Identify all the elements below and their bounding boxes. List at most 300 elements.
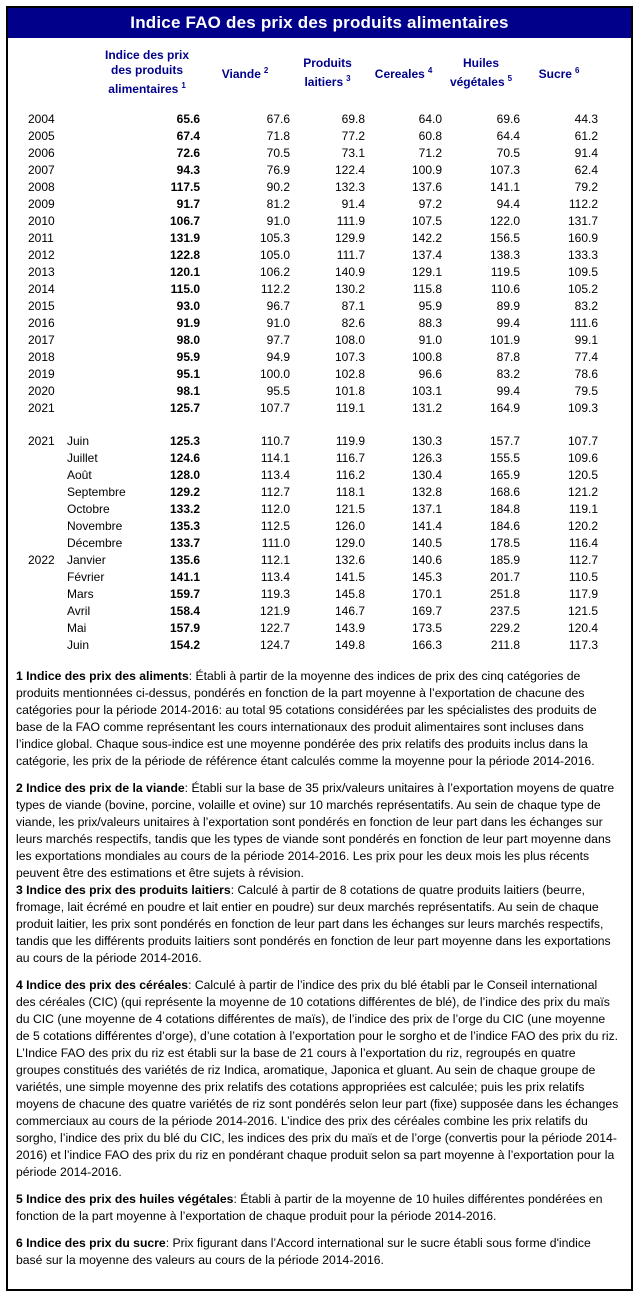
huiles-value-cell: 184.8 bbox=[490, 502, 521, 516]
huiles-value-cell: 141.1 bbox=[490, 180, 521, 194]
footnotes bbox=[8, 654, 631, 1289]
year-cell: 2018 bbox=[28, 350, 55, 364]
table-row bbox=[8, 467, 631, 484]
month-cell bbox=[67, 383, 133, 400]
laitiers-value-cell: 140.9 bbox=[335, 265, 366, 279]
cereales-value-cell: 166.3 bbox=[412, 638, 443, 652]
viande-value-cell: 100.0 bbox=[260, 367, 291, 381]
huiles-value-cell: 99.4 bbox=[496, 316, 521, 330]
table-row bbox=[8, 332, 631, 349]
laitiers-value-cell: 116.2 bbox=[335, 468, 366, 482]
year-cell: 2014 bbox=[28, 282, 55, 296]
sucre-value-cell: 160.9 bbox=[568, 231, 599, 245]
laitiers-value-cell: 73.1 bbox=[341, 146, 366, 160]
year-cell: 2006 bbox=[28, 146, 55, 160]
food-index-value-cell: 135.3 bbox=[170, 519, 201, 533]
viande-value-cell: 112.5 bbox=[260, 519, 291, 533]
year-cell bbox=[8, 535, 67, 552]
huiles-value-cell: 184.6 bbox=[490, 519, 521, 533]
sucre-value-cell: 131.7 bbox=[568, 214, 599, 228]
food-index-value-cell: 106.7 bbox=[170, 214, 201, 228]
huiles-value-cell: 101.9 bbox=[490, 333, 521, 347]
food-index-value-cell: 128.0 bbox=[170, 468, 201, 482]
cereales-value-cell: 115.8 bbox=[412, 282, 443, 296]
table-row bbox=[8, 349, 631, 366]
footnote-5 bbox=[16, 1191, 620, 1225]
table-row bbox=[8, 179, 631, 196]
table-row bbox=[8, 383, 631, 400]
sucre-value-cell: 109.5 bbox=[568, 265, 599, 279]
footnote-ref-5: 5 bbox=[507, 73, 513, 83]
year-cell: 2019 bbox=[28, 367, 55, 381]
viande-value-cell: 70.5 bbox=[266, 146, 291, 160]
sucre-value-cell: 112.7 bbox=[568, 553, 599, 567]
viande-value-cell: 119.3 bbox=[260, 587, 291, 601]
table-row bbox=[8, 400, 631, 417]
year-cell: 2005 bbox=[28, 129, 55, 143]
table-row bbox=[8, 535, 631, 552]
huiles-value-cell: 155.5 bbox=[490, 451, 521, 465]
month-cell: Novembre bbox=[67, 519, 123, 533]
cereales-value-cell: 100.8 bbox=[412, 350, 443, 364]
laitiers-value-cell: 146.7 bbox=[335, 604, 366, 618]
huiles-value-cell: 110.6 bbox=[490, 282, 521, 296]
cereales-value-cell: 103.1 bbox=[412, 384, 443, 398]
month-cell: Février bbox=[67, 570, 105, 584]
footnote-text: : Calculé à partir de 8 cotations de quatre produits laitiers (beurre, fromage, lait écrémé en poudre et lait entier en poudre) sur deux marchés représentatifs. Au sein de chaque produit laitier, les prix sont pondérés en fonction de leur part dans les échanges sur leurs marchés respectifs, tandis que les différents produits laitiers sont pondérés en fonction de leur part moyenne dans les exportations au cours de la période 2014-2016. bbox=[16, 883, 611, 965]
table-row bbox=[8, 433, 631, 450]
viande-value-cell: 91.0 bbox=[266, 214, 291, 228]
table-row bbox=[8, 145, 631, 162]
sucre-value-cell: 62.4 bbox=[574, 163, 599, 177]
cereales-value-cell: 145.3 bbox=[412, 570, 443, 584]
column-header-label: Produits laitiers bbox=[303, 55, 352, 89]
month-cell bbox=[67, 162, 133, 179]
footnote-3 bbox=[16, 882, 620, 967]
month-cell: Juin bbox=[67, 434, 90, 448]
page-title: Indice FAO des prix des produits alimentaires bbox=[8, 8, 631, 38]
viande-value-cell: 67.6 bbox=[266, 112, 291, 126]
cereales-value-cell: 64.0 bbox=[418, 112, 443, 126]
table-row bbox=[8, 315, 631, 332]
footnote-1 bbox=[16, 668, 620, 770]
laitiers-value-cell: 107.3 bbox=[335, 350, 366, 364]
sucre-value-cell: 109.6 bbox=[568, 451, 599, 465]
column-header-label: Sucre bbox=[538, 67, 572, 81]
column-header-food-index bbox=[8, 38, 200, 111]
cereales-value-cell: 137.4 bbox=[412, 248, 443, 262]
viande-value-cell: 112.2 bbox=[260, 282, 291, 296]
laitiers-value-cell: 69.8 bbox=[341, 112, 366, 126]
food-index-value-cell: 98.1 bbox=[176, 384, 201, 398]
month-cell bbox=[67, 247, 133, 264]
viande-value-cell: 94.9 bbox=[266, 350, 291, 364]
year-cell bbox=[8, 501, 67, 518]
price-index-table bbox=[8, 38, 631, 654]
viande-value-cell: 121.9 bbox=[260, 604, 291, 618]
food-index-value-cell: 91.7 bbox=[176, 197, 201, 211]
huiles-value-cell: 87.8 bbox=[496, 350, 521, 364]
footnote-title: 4 Indice des prix des céréales bbox=[16, 978, 189, 992]
sucre-value-cell: 83.2 bbox=[574, 299, 599, 313]
month-cell: Juillet bbox=[67, 451, 98, 465]
viande-value-cell: 97.7 bbox=[266, 333, 291, 347]
column-header-viande bbox=[200, 38, 290, 111]
food-index-value-cell: 141.1 bbox=[170, 570, 201, 584]
footnote-6 bbox=[16, 1235, 620, 1269]
sucre-value-cell: 116.4 bbox=[568, 536, 599, 550]
year-cell: 2022 bbox=[28, 553, 55, 567]
viande-value-cell: 114.1 bbox=[260, 451, 291, 465]
year-cell bbox=[8, 467, 67, 484]
year-cell: 2016 bbox=[28, 316, 55, 330]
month-cell: Mars bbox=[67, 587, 94, 601]
footnote-text: : Calculé à partir de l’indice des prix du blé établi par le Conseil international des céréales (CIC) (qui représente la moyenne de 10 cotations différentes de blé), de l’indice des prix du maïs du CIC (une moyenne de 4 cotations différentes de maïs), de l’indice des prix de l’orge du CIC (une moyenne de 5 cotations différentes d’orge), d’une cotation à l’exportation pour le sorgho et de l’indice FAO des prix du riz. L’Indice FAO des prix du riz est établi sur la base de 21 cours à l’exportation du riz, regroupés en quatre groupes constitués des variétés de riz Indica, aromatique, Japonica et gluant. Au sein de chaque groupe de variétés, une simple moyenne des prix relatifs des cotations appropriées est calculée; puis les prix relatifs moyens de chacune des quatre variétés de riz sont pondérés selon leur part (fixe) supposée dans les échanges commerciaux au cours de la période 2014-2016. L’indice des prix des céréales combine les prix relatifs du sorgho, l’indice des prix du blé du CIC, les indices des prix du maïs et de l’orge (convertis pour la période 2014-2016) et l’indice FAO des prix du riz en pondérant chaque produit selon sa part moyenne à l’exportation pour la période 2014-2016. bbox=[16, 978, 619, 1179]
viande-value-cell: 90.2 bbox=[266, 180, 291, 194]
column-header-produits-laitiers bbox=[290, 38, 365, 111]
column-header-label: Huiles végétales bbox=[449, 55, 505, 89]
sucre-value-cell: 105.2 bbox=[568, 282, 599, 296]
huiles-value-cell: 201.7 bbox=[490, 570, 521, 584]
cereales-value-cell: 100.9 bbox=[412, 163, 443, 177]
huiles-value-cell: 138.3 bbox=[490, 248, 521, 262]
year-cell: 2013 bbox=[28, 265, 55, 279]
cereales-value-cell: 97.2 bbox=[418, 197, 443, 211]
food-index-value-cell: 158.4 bbox=[170, 604, 201, 618]
cereales-value-cell: 131.2 bbox=[412, 401, 443, 415]
table-row bbox=[8, 111, 631, 128]
month-cell bbox=[67, 213, 133, 230]
cereales-value-cell: 141.4 bbox=[412, 519, 443, 533]
table-row bbox=[8, 586, 631, 603]
table-row bbox=[8, 162, 631, 179]
laitiers-value-cell: 111.9 bbox=[336, 214, 366, 228]
sucre-value-cell: 111.6 bbox=[569, 316, 599, 330]
month-cell bbox=[67, 366, 133, 383]
column-header-label: Viande bbox=[221, 67, 261, 81]
food-index-value-cell: 91.9 bbox=[176, 316, 201, 330]
food-index-value-cell: 95.1 bbox=[176, 367, 201, 381]
sucre-value-cell: 121.5 bbox=[568, 604, 599, 618]
footnote-title: 1 Indice des prix des aliments bbox=[16, 669, 189, 683]
food-index-value-cell: 159.7 bbox=[170, 587, 201, 601]
month-cell bbox=[67, 230, 133, 247]
month-cell: Août bbox=[67, 468, 92, 482]
cereales-value-cell: 137.1 bbox=[412, 502, 443, 516]
footnote-2 bbox=[16, 780, 620, 882]
year-cell: 2004 bbox=[28, 112, 55, 126]
laitiers-value-cell: 130.2 bbox=[335, 282, 366, 296]
laitiers-value-cell: 132.3 bbox=[335, 180, 366, 194]
table-row bbox=[8, 450, 631, 467]
cereales-value-cell: 60.8 bbox=[418, 129, 443, 143]
sucre-value-cell: 120.4 bbox=[568, 621, 599, 635]
laitiers-value-cell: 126.0 bbox=[335, 519, 366, 533]
viande-value-cell: 106.2 bbox=[260, 265, 291, 279]
footnote-ref-2: 2 bbox=[263, 66, 269, 75]
footnote-ref-1: 1 bbox=[181, 81, 186, 90]
sucre-value-cell: 79.5 bbox=[574, 384, 599, 398]
huiles-value-cell: 119.5 bbox=[490, 265, 521, 279]
footnote-ref-3: 3 bbox=[346, 73, 351, 83]
sucre-value-cell: 109.3 bbox=[568, 401, 599, 415]
food-index-value-cell: 125.3 bbox=[170, 434, 201, 448]
laitiers-value-cell: 143.9 bbox=[335, 621, 366, 635]
food-index-value-cell: 115.0 bbox=[170, 282, 201, 296]
viande-value-cell: 105.3 bbox=[260, 231, 291, 245]
year-cell: 2009 bbox=[28, 197, 55, 211]
viande-value-cell: 81.2 bbox=[266, 197, 291, 211]
year-cell: 2011 bbox=[28, 231, 54, 245]
table-row bbox=[8, 501, 631, 518]
column-header-sucre bbox=[520, 38, 631, 111]
cereales-value-cell: 140.6 bbox=[412, 553, 443, 567]
month-cell: Janvier bbox=[67, 553, 106, 567]
laitiers-value-cell: 118.1 bbox=[335, 485, 366, 499]
table-row bbox=[8, 247, 631, 264]
month-cell: Octobre bbox=[67, 502, 110, 516]
food-index-value-cell: 133.2 bbox=[170, 502, 201, 516]
food-index-value-cell: 131.9 bbox=[170, 231, 201, 245]
food-index-value-cell: 94.3 bbox=[176, 163, 201, 177]
table-row bbox=[8, 196, 631, 213]
month-cell bbox=[67, 298, 133, 315]
month-cell bbox=[67, 145, 133, 162]
sucre-value-cell: 79.2 bbox=[574, 180, 599, 194]
huiles-value-cell: 69.6 bbox=[496, 112, 521, 126]
year-cell bbox=[8, 637, 67, 654]
month-cell bbox=[67, 400, 133, 417]
cereales-value-cell: 169.7 bbox=[412, 604, 443, 618]
laitiers-value-cell: 149.8 bbox=[335, 638, 366, 652]
year-cell: 2021 bbox=[28, 434, 55, 448]
cereales-value-cell: 173.5 bbox=[412, 621, 443, 635]
food-index-value-cell: 129.2 bbox=[170, 485, 201, 499]
sucre-value-cell: 133.3 bbox=[568, 248, 599, 262]
food-index-value-cell: 117.5 bbox=[170, 180, 201, 194]
laitiers-value-cell: 102.8 bbox=[335, 367, 366, 381]
huiles-value-cell: 165.9 bbox=[490, 468, 521, 482]
sucre-value-cell: 117.9 bbox=[568, 587, 599, 601]
cereales-value-cell: 91.0 bbox=[418, 333, 443, 347]
huiles-value-cell: 157.7 bbox=[490, 434, 521, 448]
cereales-value-cell: 107.5 bbox=[412, 214, 443, 228]
cereales-value-cell: 140.5 bbox=[412, 536, 443, 550]
viande-value-cell: 96.7 bbox=[266, 299, 291, 313]
year-cell bbox=[8, 620, 67, 637]
footnote-text: : Prix figurant dans l’Accord international sur le sucre établi sous forme d'indice basé sur la moyenne des valeurs au cours de la période 2014-2016. bbox=[16, 1236, 591, 1267]
sucre-value-cell: 120.2 bbox=[568, 519, 599, 533]
footnote-text: : Établi à partir de la moyenne des indices de prix des cinq catégories de produits mentionnées ci-dessus, pondérés en fonction de la part moyenne à l’exportation de chacune des catégories pour la période 2014-2016: au total 95 cotations considérées par les spécialistes des produits de base de la FAO comme représentant les cours internationaux des produit alimentaires sont incluses dans l’indice global. Chaque sous-indice est une moyenne pondérée des prix relatifs des produits inclus dans la catégorie, les prix de la période de référence étant calculés comme la moyenne pour la période 2014-2016. bbox=[16, 669, 597, 768]
year-cell: 2021 bbox=[28, 401, 55, 415]
viande-value-cell: 95.5 bbox=[266, 384, 291, 398]
viande-value-cell: 113.4 bbox=[260, 570, 291, 584]
sucre-value-cell: 112.2 bbox=[568, 197, 599, 211]
month-cell: Juin bbox=[67, 638, 90, 652]
food-index-value-cell: 157.9 bbox=[170, 621, 201, 635]
year-cell bbox=[8, 450, 67, 467]
year-cell: 2012 bbox=[28, 248, 55, 262]
cereales-value-cell: 96.6 bbox=[418, 367, 443, 381]
huiles-value-cell: 211.8 bbox=[490, 638, 521, 652]
cereales-value-cell: 95.9 bbox=[418, 299, 443, 313]
month-cell: Mai bbox=[67, 621, 87, 635]
year-cell: 2010 bbox=[28, 214, 55, 228]
laitiers-value-cell: 129.0 bbox=[335, 536, 366, 550]
footnote-title: 3 Indice des prix des produits laitiers bbox=[16, 883, 231, 897]
sucre-value-cell: 119.1 bbox=[568, 502, 599, 516]
sucre-value-cell: 121.2 bbox=[568, 485, 599, 499]
food-index-value-cell: 154.2 bbox=[170, 638, 201, 652]
laitiers-value-cell: 132.6 bbox=[335, 553, 366, 567]
viande-value-cell: 112.1 bbox=[260, 553, 291, 567]
viande-value-cell: 105.0 bbox=[260, 248, 291, 262]
footnote-ref-6: 6 bbox=[574, 66, 580, 75]
huiles-value-cell: 185.9 bbox=[490, 553, 521, 567]
column-header-cereales bbox=[365, 38, 442, 111]
cereales-value-cell: 88.3 bbox=[418, 316, 443, 330]
huiles-value-cell: 168.6 bbox=[490, 485, 521, 499]
table-row bbox=[8, 230, 631, 247]
laitiers-value-cell: 122.4 bbox=[335, 163, 366, 177]
table-row bbox=[8, 552, 631, 569]
month-cell bbox=[67, 128, 133, 145]
month-cell bbox=[67, 179, 133, 196]
huiles-value-cell: 70.5 bbox=[496, 146, 521, 160]
cereales-value-cell: 170.1 bbox=[412, 587, 443, 601]
sucre-value-cell: 110.5 bbox=[568, 570, 599, 584]
food-index-value-cell: 95.9 bbox=[176, 350, 201, 364]
huiles-value-cell: 122.0 bbox=[490, 214, 521, 228]
laitiers-value-cell: 87.1 bbox=[341, 299, 366, 313]
cereales-value-cell: 132.8 bbox=[412, 485, 443, 499]
laitiers-value-cell: 119.1 bbox=[335, 401, 366, 415]
huiles-value-cell: 156.5 bbox=[490, 231, 521, 245]
viande-value-cell: 112.7 bbox=[260, 485, 291, 499]
sucre-value-cell: 91.4 bbox=[574, 146, 599, 160]
laitiers-value-cell: 91.4 bbox=[341, 197, 366, 211]
table-row bbox=[8, 484, 631, 501]
food-index-value-cell: 124.6 bbox=[170, 451, 201, 465]
sucre-value-cell: 44.3 bbox=[574, 112, 599, 126]
food-index-value-cell: 135.6 bbox=[170, 553, 201, 567]
cereales-value-cell: 129.1 bbox=[412, 265, 443, 279]
column-header-label: Cereales bbox=[374, 67, 425, 81]
year-cell bbox=[8, 518, 67, 535]
sucre-value-cell: 117.3 bbox=[568, 638, 599, 652]
year-cell bbox=[8, 603, 67, 620]
laitiers-value-cell: 121.5 bbox=[335, 502, 366, 516]
cereales-value-cell: 130.4 bbox=[412, 468, 443, 482]
laitiers-value-cell: 101.8 bbox=[335, 384, 366, 398]
huiles-value-cell: 237.5 bbox=[490, 604, 521, 618]
footnote-title: 2 Indice des prix de la viande bbox=[16, 781, 185, 795]
sucre-value-cell: 120.5 bbox=[568, 468, 599, 482]
huiles-value-cell: 64.4 bbox=[496, 129, 521, 143]
year-cell: 2017 bbox=[28, 333, 55, 347]
sucre-value-cell: 107.7 bbox=[568, 434, 599, 448]
cereales-value-cell: 130.3 bbox=[412, 434, 443, 448]
laitiers-value-cell: 116.7 bbox=[335, 451, 366, 465]
footnote-text: : Établi sur la base de 35 prix/valeurs unitaires à l’exportation moyens de quatre types de viande (bovine, porcine, volaille et ovine) sur 10 marchés représentatifs. Au sein de chaque type de viande, les prix/valeurs unitaires à l’exportation sont pondérés en fonction de leur part dans les échanges sur leurs marchés respectifs, tandis que les types de viande sont pondérés en fonction de leur part moyenne dans les exportations mondiales au cours de la période 2014-2016. Les prix pour les deux mois les plus récents peuvent être des estimations et être sujets à révision. bbox=[16, 781, 615, 880]
food-index-value-cell: 98.0 bbox=[176, 333, 201, 347]
food-index-value-cell: 125.7 bbox=[170, 401, 201, 415]
sucre-value-cell: 99.1 bbox=[574, 333, 599, 347]
huiles-value-cell: 107.3 bbox=[490, 163, 521, 177]
viande-value-cell: 91.0 bbox=[266, 316, 291, 330]
year-cell: 2020 bbox=[28, 384, 55, 398]
spacer-row bbox=[8, 417, 631, 433]
viande-value-cell: 122.7 bbox=[260, 621, 291, 635]
fao-food-price-index-panel bbox=[6, 6, 633, 1291]
table-row bbox=[8, 264, 631, 281]
table-row bbox=[8, 603, 631, 620]
food-index-value-cell: 67.4 bbox=[176, 129, 201, 143]
month-cell bbox=[67, 332, 133, 349]
sucre-value-cell: 61.2 bbox=[574, 129, 599, 143]
month-cell: Décembre bbox=[67, 536, 123, 550]
laitiers-value-cell: 145.8 bbox=[335, 587, 366, 601]
year-cell bbox=[8, 569, 67, 586]
table-row bbox=[8, 620, 631, 637]
viande-value-cell: 112.0 bbox=[260, 502, 291, 516]
laitiers-value-cell: 77.2 bbox=[341, 129, 366, 143]
huiles-value-cell: 89.9 bbox=[496, 299, 521, 313]
food-index-value-cell: 65.6 bbox=[176, 112, 201, 126]
table-row bbox=[8, 213, 631, 230]
viande-value-cell: 71.8 bbox=[266, 129, 291, 143]
month-cell bbox=[67, 196, 133, 213]
month-cell bbox=[67, 264, 133, 281]
food-index-value-cell: 133.7 bbox=[170, 536, 201, 550]
table-row bbox=[8, 128, 631, 145]
viande-value-cell: 124.7 bbox=[260, 638, 291, 652]
viande-value-cell: 113.4 bbox=[260, 468, 291, 482]
laitiers-value-cell: 141.5 bbox=[335, 570, 366, 584]
huiles-value-cell: 94.4 bbox=[496, 197, 521, 211]
table-row bbox=[8, 569, 631, 586]
cereales-value-cell: 126.3 bbox=[412, 451, 443, 465]
huiles-value-cell: 164.9 bbox=[490, 401, 521, 415]
footnote-title: 5 Indice des prix des huiles végétales bbox=[16, 1192, 234, 1206]
sucre-value-cell: 78.6 bbox=[574, 367, 599, 381]
month-cell bbox=[67, 349, 133, 366]
year-cell bbox=[8, 484, 67, 501]
table-row bbox=[8, 366, 631, 383]
huiles-value-cell: 83.2 bbox=[496, 367, 521, 381]
huiles-value-cell: 251.8 bbox=[490, 587, 521, 601]
footnote-text: : Établi à partir de la moyenne de 10 huiles différentes pondérées en fonction de la part moyenne à l’exportation de chaque produit pour la période 2014-2016. bbox=[16, 1192, 603, 1223]
column-header-huiles-vegetales bbox=[442, 38, 520, 111]
huiles-value-cell: 229.2 bbox=[490, 621, 521, 635]
cereales-value-cell: 142.2 bbox=[412, 231, 443, 245]
laitiers-value-cell: 111.7 bbox=[336, 248, 366, 262]
laitiers-value-cell: 82.6 bbox=[341, 316, 366, 330]
year-cell: 2008 bbox=[28, 180, 55, 194]
food-index-value-cell: 72.6 bbox=[176, 146, 201, 160]
table-header-row bbox=[8, 38, 631, 111]
year-cell: 2015 bbox=[28, 299, 55, 313]
laitiers-value-cell: 119.9 bbox=[335, 434, 366, 448]
table-row bbox=[8, 637, 631, 654]
footnote-title: 6 Indice des prix du sucre bbox=[16, 1236, 166, 1250]
month-cell bbox=[67, 315, 133, 332]
huiles-value-cell: 99.4 bbox=[496, 384, 521, 398]
food-index-value-cell: 122.8 bbox=[170, 248, 201, 262]
cereales-value-cell: 137.6 bbox=[412, 180, 443, 194]
table-row bbox=[8, 281, 631, 298]
viande-value-cell: 110.7 bbox=[260, 434, 291, 448]
